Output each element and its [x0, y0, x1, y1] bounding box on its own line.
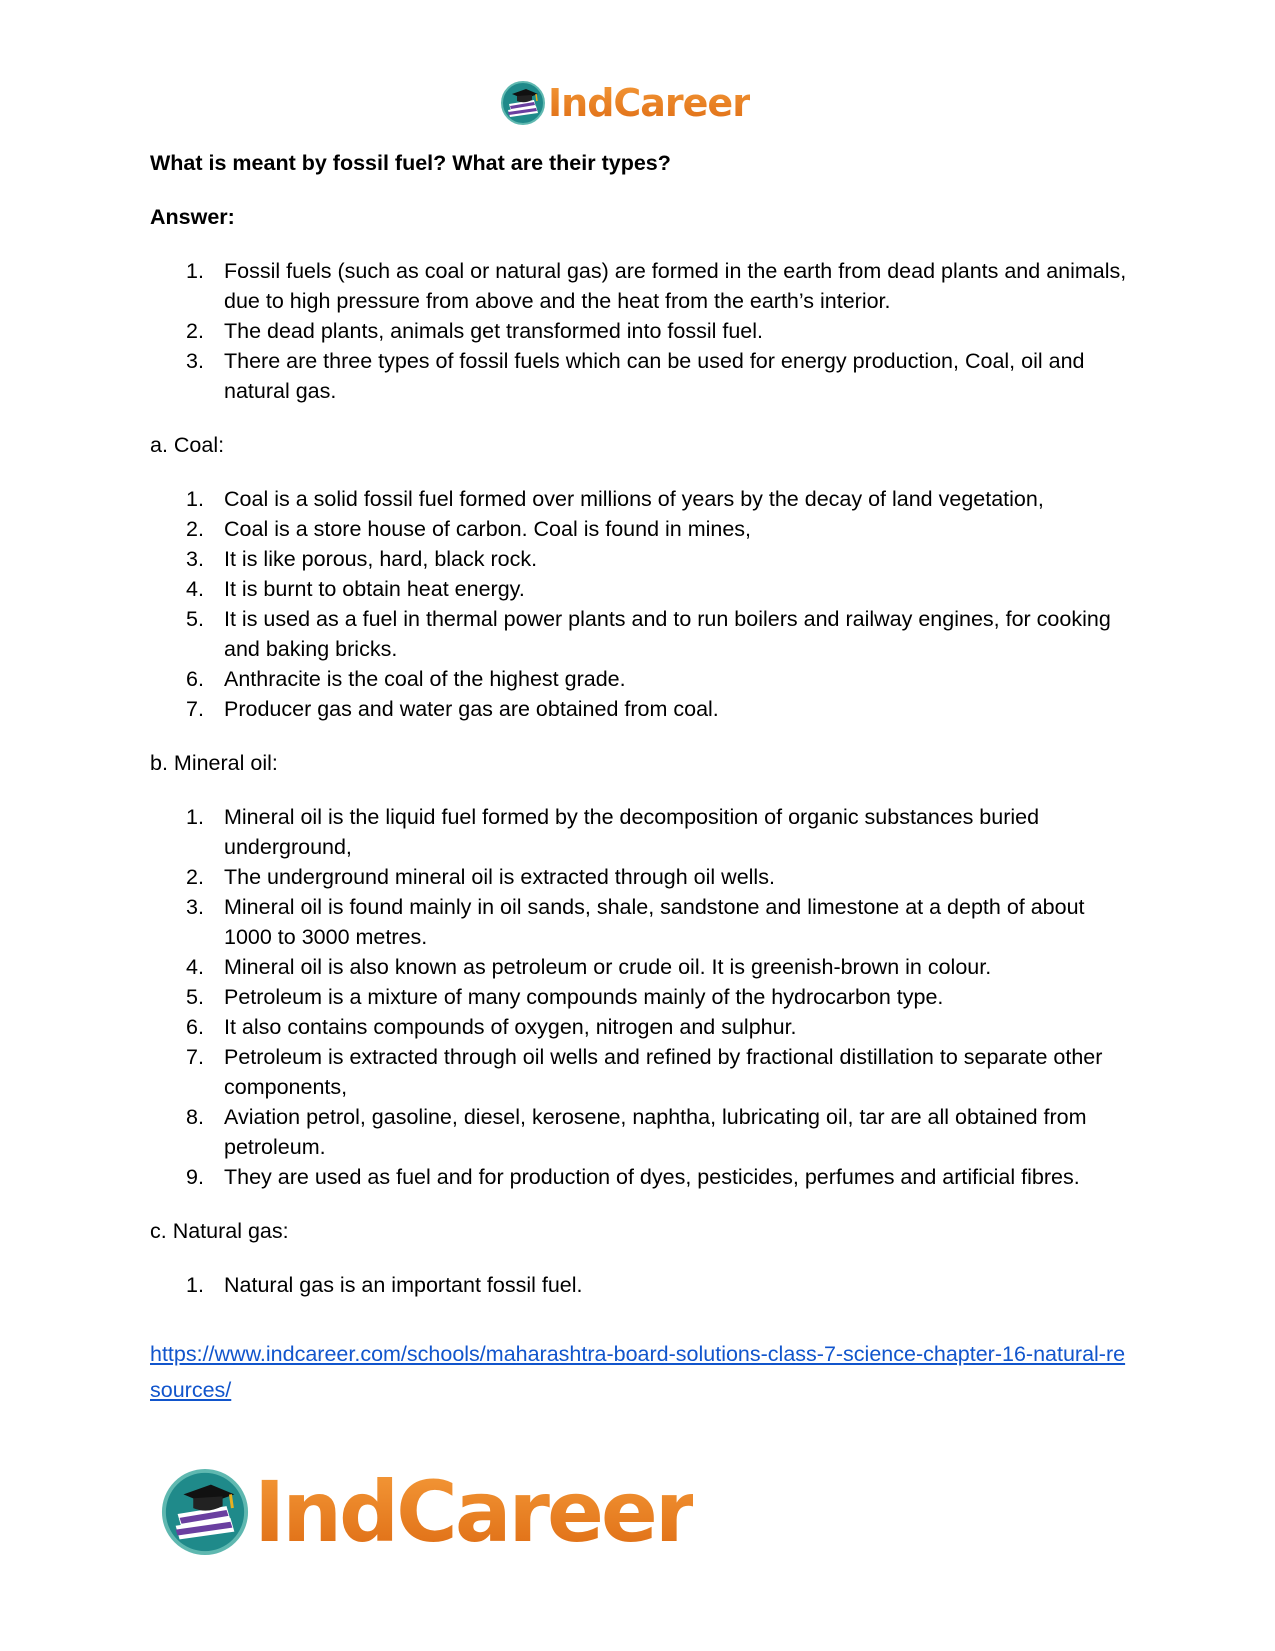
list-item: 9. They are used as fuel and for production of dyes, pesticides, perfumes and artificial fibres. — [186, 1165, 1080, 1189]
list-item: 4. It is burnt to obtain heat energy. — [186, 577, 525, 601]
section-title-natural-gas: c. Natural gas: — [150, 1219, 289, 1243]
list-item: 6. It also contains compounds of oxygen, nitrogen and sulphur. — [186, 1015, 797, 1039]
list-item: 3. There are three types of fossil fuels which can be used for energy production, Coal, oil and natural gas. — [186, 349, 1085, 403]
brand-name: IndCareer — [548, 78, 750, 128]
question-heading: What is meant by fossil fuel? What are their types? — [150, 151, 671, 175]
source-link[interactable]: https://www.indcareer.com/schools/maharashtra-board-solutions-class-7-science-chapter-16-natural-resources/ — [150, 1342, 1126, 1402]
list-item: 1. Mineral oil is the liquid fuel formed by the decomposition of organic substances buried underground, — [186, 805, 1040, 859]
list-item: 1. Natural gas is an important fossil fuel. — [186, 1273, 583, 1297]
list-item: 2. The underground mineral oil is extracted through oil wells. — [186, 865, 775, 889]
graduation-book-icon — [500, 80, 546, 126]
intro-list — [150, 256, 1130, 406]
list-item: 1. Coal is a solid fossil fuel formed over millions of years by the decay of land vegetation, — [186, 487, 1044, 511]
list-item: 7. Petroleum is extracted through oil wells and refined by fractional distillation to separate other components, — [186, 1045, 1103, 1099]
list-item: 1. Fossil fuels (such as coal or natural gas) are formed in the earth from dead plants and animals, due to high pressure from above and the heat from the earth’s interior. — [186, 259, 1127, 313]
list-item: 3. Mineral oil is found mainly in oil sands, shale, sandstone and limestone at a depth of about 1000 to 3000 metres. — [186, 895, 1085, 949]
section-title-coal: a. Coal: — [150, 433, 225, 457]
list-item: 2. The dead plants, animals get transformed into fossil fuel. — [186, 319, 763, 343]
natural-gas-list — [150, 1270, 1130, 1300]
list-item: 5. Petroleum is a mixture of many compounds mainly of the hydrocarbon type. — [186, 985, 944, 1009]
footer-logo — [160, 1462, 693, 1562]
answer-label: Answer: — [150, 205, 235, 229]
list-item: 5. It is used as a fuel in thermal power plants and to run boilers and railway engines, for cooking and baking bricks. — [186, 607, 1111, 661]
section-title-mineral-oil: b. Mineral oil: — [150, 751, 278, 775]
list-item: 7. Producer gas and water gas are obtained from coal. — [186, 697, 719, 721]
list-item: 8. Aviation petrol, gasoline, diesel, kerosene, naphtha, lubricating oil, tar are all obtained from petroleum. — [186, 1105, 1087, 1159]
list-item: 2. Coal is a store house of carbon. Coal is found in mines, — [186, 517, 752, 541]
list-item: 6. Anthracite is the coal of the highest grade. — [186, 667, 626, 691]
header-logo — [500, 78, 750, 128]
document-body — [150, 148, 1130, 1408]
mineral-oil-list — [150, 802, 1130, 1192]
list-item: 3. It is like porous, hard, black rock. — [186, 547, 538, 571]
coal-list — [150, 484, 1130, 724]
list-item: 4. Mineral oil is also known as petroleum or crude oil. It is greenish-brown in colour. — [186, 955, 992, 979]
graduation-book-icon — [160, 1467, 250, 1557]
brand-name: IndCareer — [254, 1463, 694, 1561]
